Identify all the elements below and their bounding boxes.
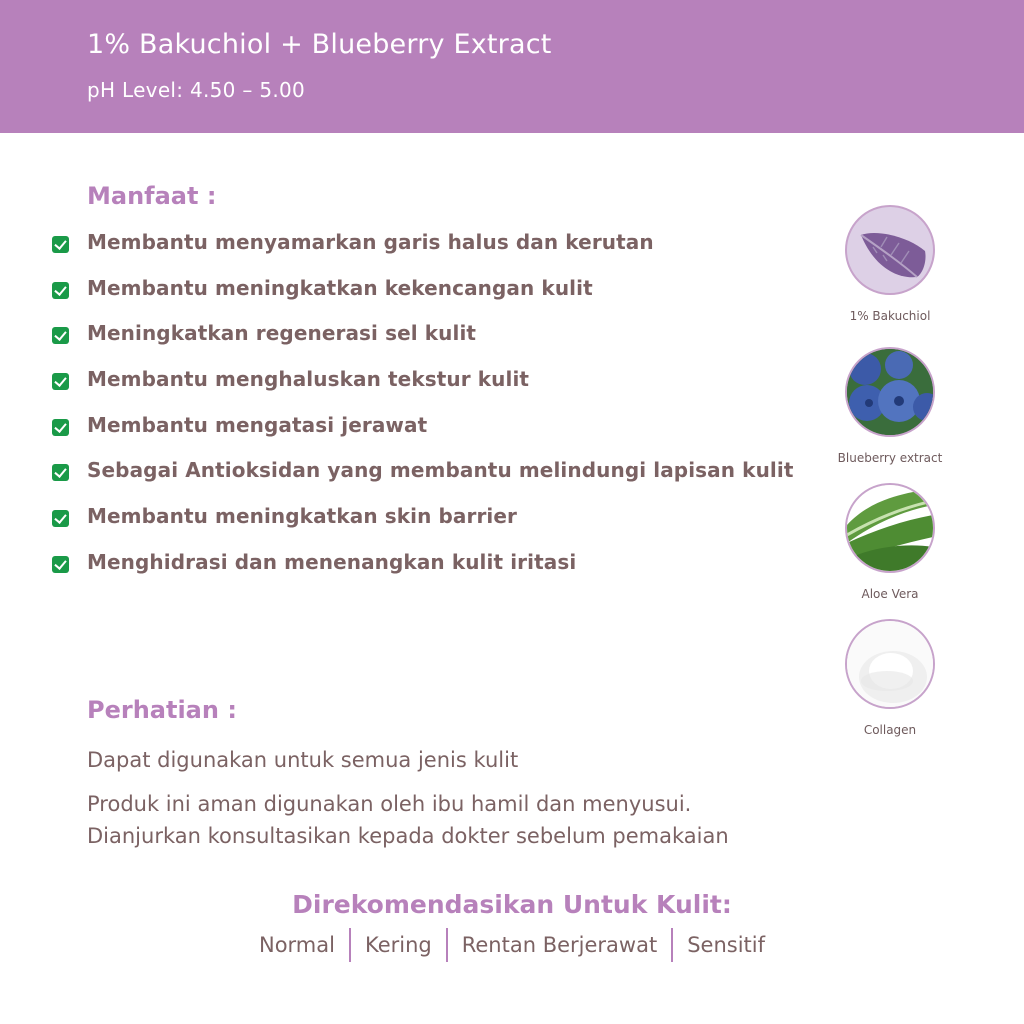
benefit-text: Membantu meningkatkan kekencangan kulit <box>87 275 593 300</box>
benefit-text: Membantu meningkatkan skin barrier <box>87 504 518 529</box>
benefit-text: Membantu menyamarkan garis halus dan kerutan <box>87 230 654 254</box>
notes-heading: Perhatian : <box>87 696 237 724</box>
skin-type-normal: Normal <box>258 933 335 957</box>
skin-type-sensitive: Sensitif <box>687 933 765 957</box>
green-checkbox-icon <box>52 236 69 253</box>
benefit-text: Sebagai Antioksidan yang membantu melindungi lapisan kulit <box>87 458 794 483</box>
recommended-heading: Direkomendasikan Untuk Kulit: <box>292 890 732 919</box>
green-checkbox-icon <box>52 464 69 481</box>
benefit-item <box>52 230 792 276</box>
green-checkbox-icon <box>52 419 69 436</box>
benefit-item <box>52 276 792 322</box>
ingredient-aloe-vera <box>830 483 950 601</box>
ingredient-label: 1% Bakuchiol <box>849 309 931 323</box>
note-skin-types: Dapat digunakan untuk semua jenis kulit <box>87 748 519 772</box>
blueberry-icon <box>845 347 935 437</box>
benefit-item <box>52 413 792 459</box>
ingredient-label: Blueberry extract <box>837 451 943 465</box>
ingredient-label: Collagen <box>863 723 917 737</box>
benefit-item <box>52 321 792 367</box>
green-checkbox-icon <box>52 556 69 573</box>
skin-type-acne-prone: Rentan Berjerawat <box>461 933 658 957</box>
benefits-heading: Manfaat : <box>87 182 217 210</box>
benefit-item <box>52 458 792 504</box>
ph-level: pH Level: 4.50 – 5.00 <box>87 78 306 102</box>
ingredient-label: Aloe Vera <box>861 587 919 601</box>
ingredient-collagen <box>830 619 950 737</box>
benefits-list <box>52 230 792 596</box>
green-checkbox-icon <box>52 373 69 390</box>
green-checkbox-icon <box>52 510 69 527</box>
collagen-powder-icon <box>845 619 935 709</box>
benefit-text: Membantu menghaluskan tekstur kulit <box>87 367 530 392</box>
note-pregnancy: Produk ini aman digunakan oleh ibu hamil dan menyusui. Dianjurkan konsultasikan kepada dokter sebelum pemakaian <box>87 792 729 848</box>
ingredient-blueberry <box>830 347 950 465</box>
bakuchiol-leaf-icon <box>845 205 935 295</box>
green-checkbox-icon <box>52 282 69 299</box>
notes-section <box>87 744 807 864</box>
header-banner <box>0 0 1024 133</box>
skin-type-kering: Kering <box>364 933 432 957</box>
benefit-text: Membantu mengatasi jerawat <box>87 412 428 437</box>
benefit-item <box>52 367 792 413</box>
skin-type-list <box>0 928 1024 962</box>
benefit-item <box>52 504 792 550</box>
benefit-text: Menghidrasi dan menenangkan kulit iritasi <box>87 549 577 574</box>
benefit-text: Meningkatkan regenerasi sel kulit <box>87 321 477 346</box>
ingredient-bakuchiol <box>830 205 950 323</box>
benefit-item <box>52 550 792 596</box>
aloe-vera-icon <box>845 483 935 573</box>
product-title: 1% Bakuchiol + Blueberry Extract <box>87 29 552 60</box>
green-checkbox-icon <box>52 327 69 344</box>
